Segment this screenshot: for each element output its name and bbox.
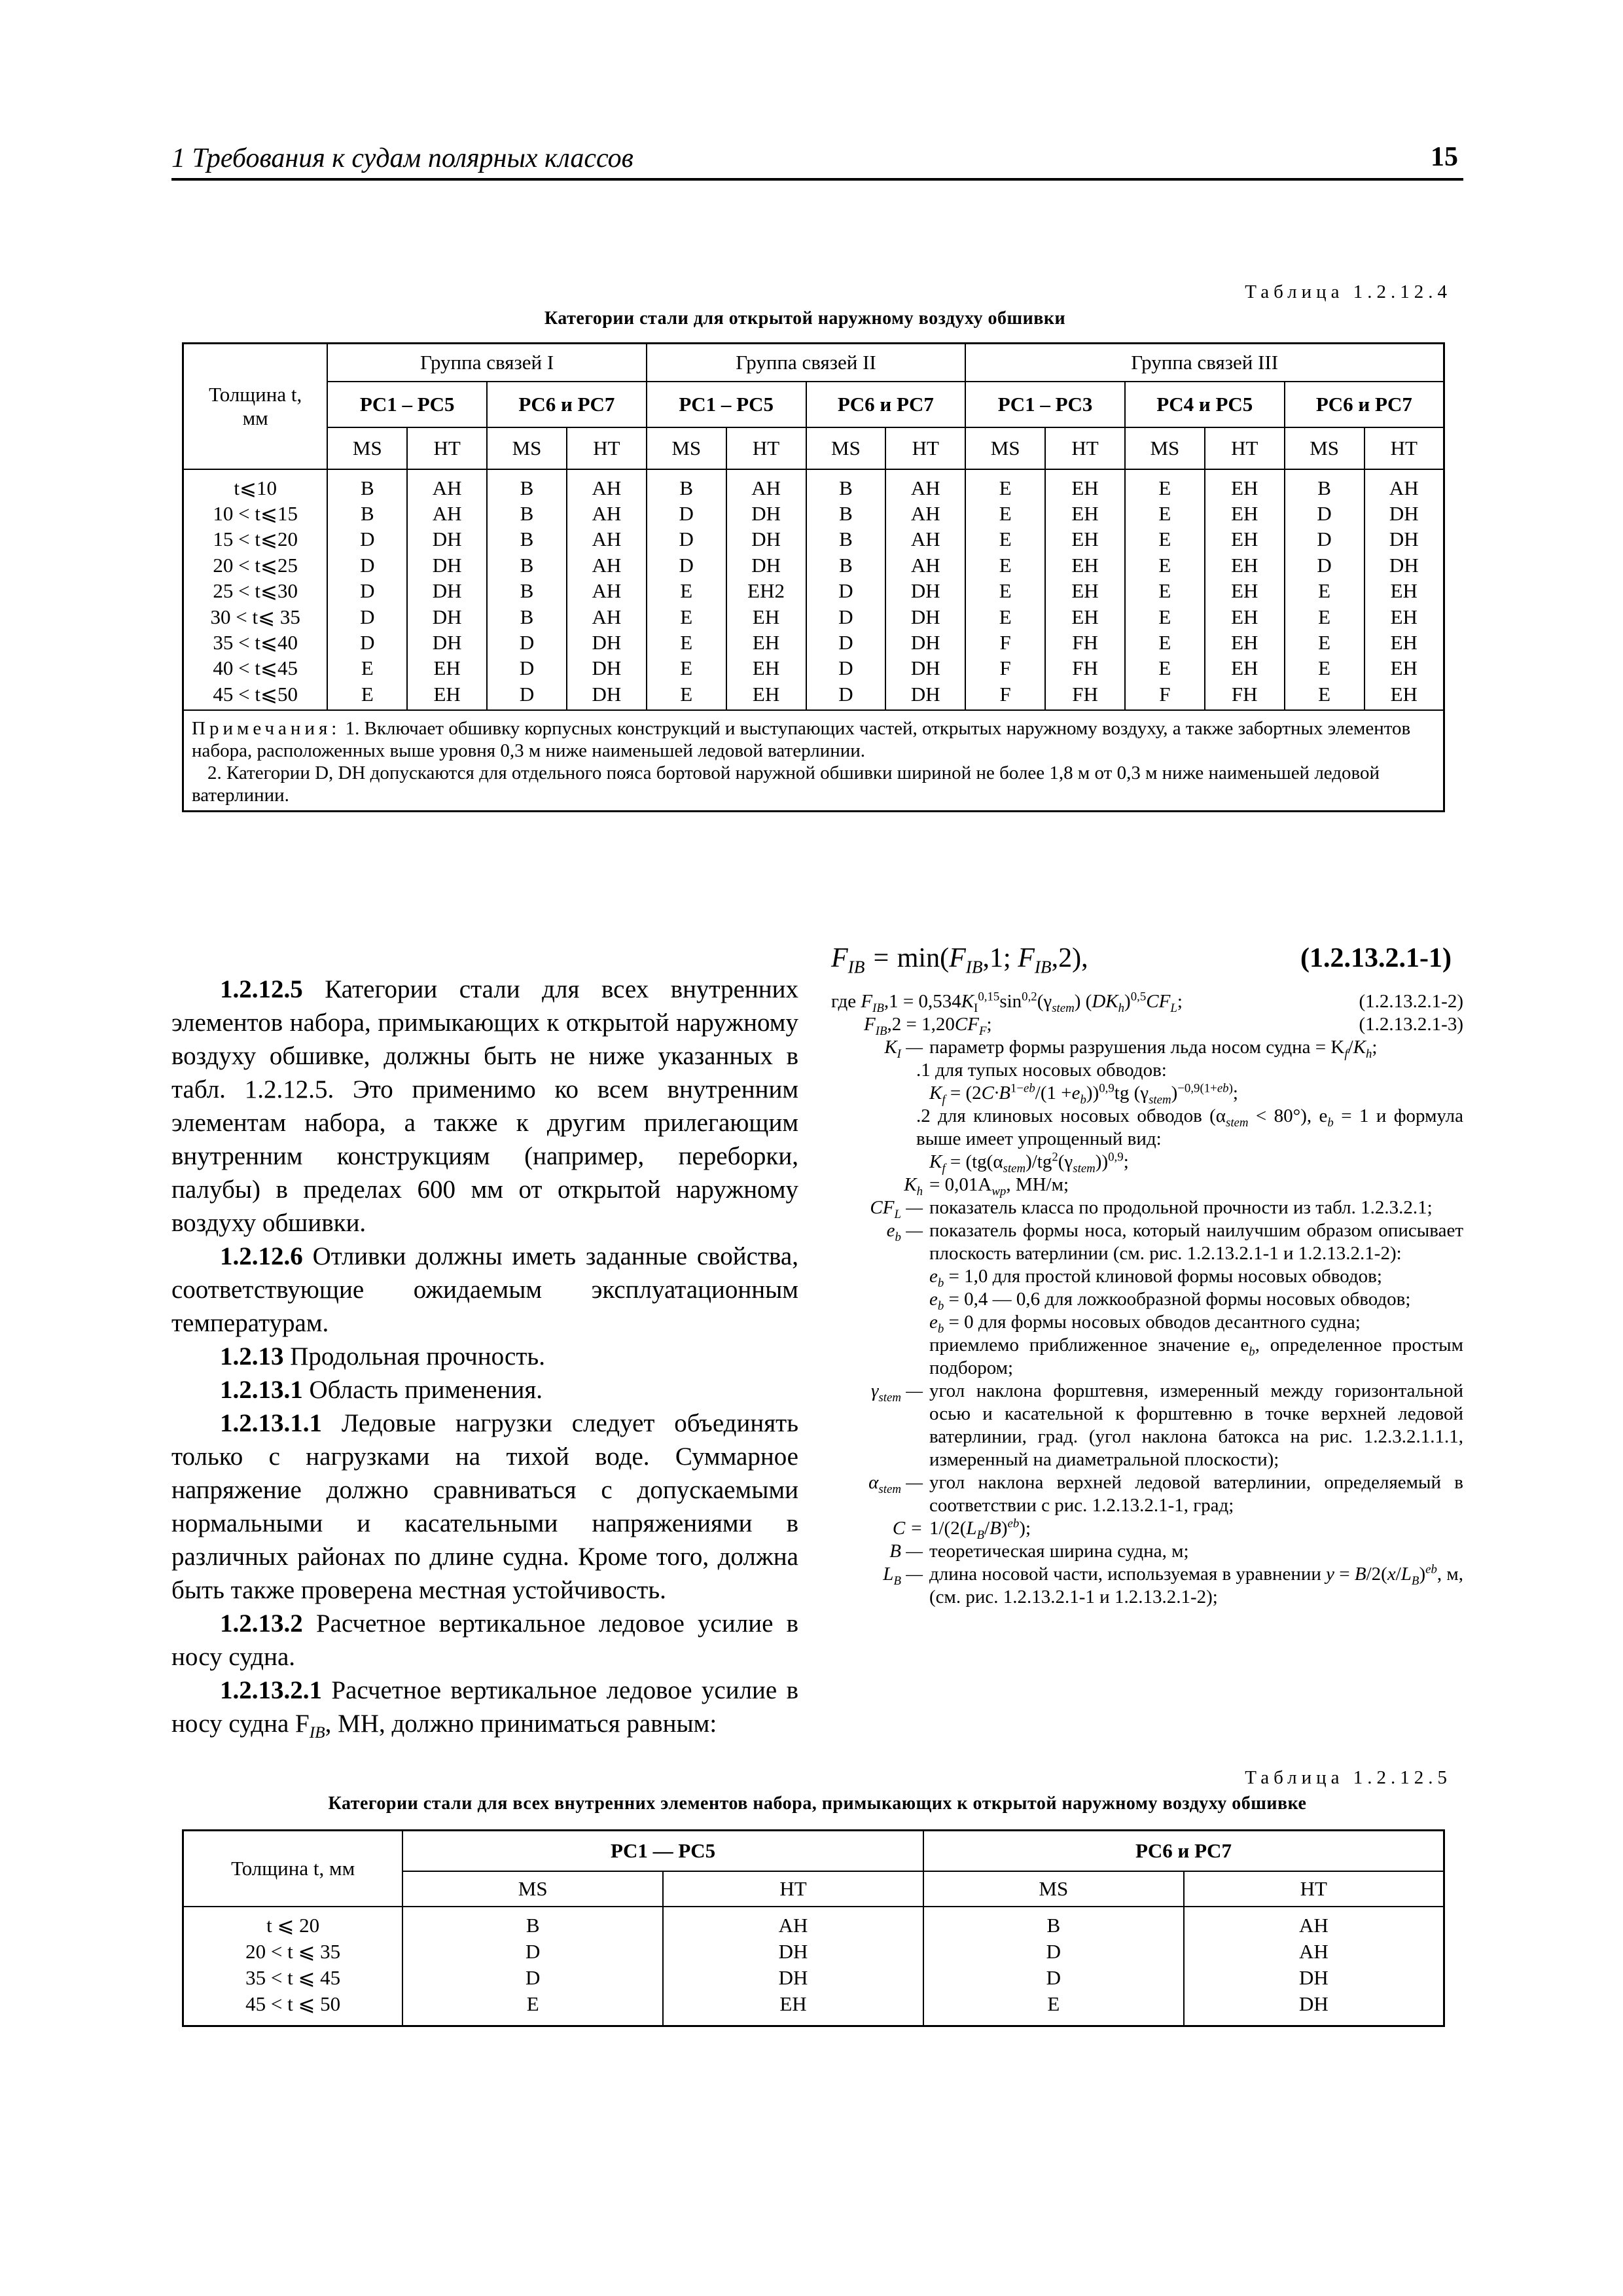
grade-column [567,469,647,711]
clause-number: 1.2.13.1.1 [220,1409,322,1437]
steel-grade: D [838,579,853,603]
definition-text: показатель класса по продольной прочности из табл. 1.2.3.2.1; [929,1197,1433,1218]
value-text: = 0,4 — 0,6 для ложкообразной формы носовых обводов; [944,1289,1411,1310]
steel-grade: EH [752,605,780,628]
paragraph-1-2-13-2-1 [171,1674,798,1740]
list-item-blunt-bow: .1 для тупых носовых обводов: [916,1060,1167,1081]
steel-grade: E [680,579,693,603]
steel-grade: F [999,656,1011,680]
steel-grade: B [839,528,853,551]
steel-grade: AH [592,501,622,525]
ht-header: HT [407,427,487,469]
steel-grade: F [999,630,1011,654]
steel-grade: AH [432,476,462,499]
ht-header: HT [1364,427,1444,469]
steel-grade: AH [592,553,622,577]
grade-column [1125,469,1205,711]
steel-grade: B [520,501,534,525]
formula-fib-min: $F_{IB} = \min(F_{IB},1$; $F_{IB},2$), [831,943,1088,977]
steel-grade: D [838,656,853,680]
steel-grade: EH [752,656,780,680]
clause-number: 1.2.12.6 [220,1242,303,1270]
steel-grade: E [680,682,693,706]
steel-grade: AH [592,528,622,551]
steel-grade: E [1158,501,1171,525]
equation-number: (1.2.13.2.1-2) [1359,991,1463,1012]
thickness-range: 45 < t ⩽ 50 [245,1992,341,2015]
steel-grade: AH [910,528,940,551]
steel-grade: DH [751,501,781,525]
steel-grade: EH [1231,605,1258,628]
steel-grade: D [1046,1965,1061,1989]
clause-number: 1.2.13.2 [220,1609,303,1638]
definition-text: длина носовой части, используемая в уравнении [929,1564,1327,1585]
thickness-header: Толщина t, мм [183,1831,403,1907]
table-1-data [183,469,1444,711]
steel-grade: EH [752,682,780,706]
steel-grade: EH [779,1992,807,2015]
definition-text: угол наклона верхней ледовой ватерлинии, определяемый в соответствии с рис. 1.2.13.2.1-1, град; [929,1472,1463,1516]
steel-grade: EH [1071,553,1099,577]
steel-grade: AH [910,553,940,577]
steel-grade: D [360,579,375,603]
running-header-title: 1 Требования к судам полярных классов [171,143,633,173]
steel-grade: E [680,605,693,628]
note-1: 1. Включает обшивку корпусных конструкций и выступающих частей, открытых наружному воздуху, а также забортных элементов набора, расположенных выше уровня 0,3 м ниже наименьшей ледовой ватерлинии. [192,718,1411,762]
clause-text: Область применения. [302,1376,543,1404]
definition-text: = 0,01A [929,1174,992,1195]
steel-grade: E [1047,1992,1060,2015]
steel-grade: B [520,476,534,499]
ht-header: HT [885,427,965,469]
steel-grade: EH [1390,630,1418,654]
definition-alpha-stem: $\alpha_{stem}$ — угол наклона верхней ледовой ватерлинии, определяемый в соответствии с рис. 1.2.13.2.1-1, град; [868,1472,1463,1516]
steel-grade: E [1158,553,1171,577]
thickness-range: 45 < t⩽50 [213,682,298,706]
paragraph-1-2-13 [171,1340,798,1373]
steel-grade: D [519,630,535,654]
steel-grade: EH [1390,579,1418,603]
steel-grade: EH [1231,528,1258,551]
table-1-label: Таблица 1.2.12.4 [1245,281,1452,302]
thickness-range: 15 < t⩽20 [213,528,298,551]
grade-column [327,469,407,711]
steel-grade: D [1317,528,1332,551]
steel-grade: EH [1071,476,1099,499]
clause-number: 1.2.13.2.1 [220,1676,322,1704]
steel-grade: E [361,656,374,680]
grade-column [885,469,965,711]
item-text: .2 для клиновых носовых обводов (α [916,1105,1226,1126]
steel-grade: DH [778,1939,808,1963]
steel-grade: E [1158,605,1171,628]
steel-grade: EH2 [747,579,785,603]
grade-column [965,469,1045,711]
definition-lb: $L_B$ — длина носовой части, используемая в уравнении $y = B/2(x/L_B)^{eb}$, м, (см. рис. 1.2.13.2.1-1 и 1.2.13.2.1-2); [883,1562,1464,1607]
clause-text: Ледовые нагрузки следует объединять только с нагрузками на тихой воде. Суммарное напряжение должно сравниваться с допускаемыми нормальными и касательными напряжениями в различных районах по длине судна. Кроме того, должна быть также проверена местная устойчивость. [171,1409,798,1604]
steel-grade: DH [592,682,622,706]
steel-grade: E [999,605,1012,628]
paragraph-1-2-13-1-1 [171,1407,798,1607]
steel-grade: D [360,630,375,654]
definition-ki: $K_I$ — параметр формы разрушения льда носом судна = $K_f/K_h$; [884,1037,1378,1061]
thickness-header: Толщина t, мм [183,344,328,469]
steel-grade: DH [910,656,940,680]
steel-grade: E [1158,528,1171,551]
grade-column [487,469,567,711]
definition-cfl: $CF_L$ — показатель класса по продольной прочности из табл. 1.2.3.2.1; [831,1196,1463,1219]
clause-text: Продольная прочность. [283,1342,545,1371]
table-1-caption: Категории стали для открытой наружному воздуху обшивки [544,308,1066,329]
equation-number: (1.2.13.2.1-3) [1359,1014,1463,1035]
steel-grade: EH [752,630,780,654]
left-column-text [171,973,798,1740]
steel-grade: D [1317,553,1332,577]
steel-grade: E [1318,605,1331,628]
class-header: PC6 и PC7 [1285,382,1444,427]
steel-grade: FH [1072,682,1098,706]
value-text: приемлемо приближенное значение e [929,1335,1249,1355]
steel-grade: D [360,605,375,628]
thickness-range: t⩽10 [234,476,277,499]
grade-column [663,1907,923,2026]
steel-grade: F [999,682,1011,706]
value-text: = 1,0 для простой клиновой формы носовых обводов; [944,1266,1382,1287]
steel-grade: EH [1231,553,1258,577]
steel-grade: EH [1071,605,1099,628]
thickness-column [183,1907,403,2026]
steel-grade: E [1158,630,1171,654]
ht-header: HT [1045,427,1125,469]
steel-grade: EH [1071,501,1099,525]
steel-grade: EH [1390,682,1418,706]
steel-grade: DH [751,553,781,577]
paragraph-1-2-13-2 [171,1607,798,1674]
steel-grade: E [999,501,1012,525]
steel-grade: EH [1390,656,1418,680]
class-header: PC6 и PC7 [923,1831,1444,1871]
steel-grade: FH [1072,630,1098,654]
formula-kf-blunt: $K_f = (2C\cdot B^{1-eb}/(1 +e_b))^{0,9}tg$ $(\gamma_{stem})^{-0,9(1+eb)}$; [929,1081,1238,1107]
thickness-range: 40 < t⩽45 [213,656,298,680]
steel-grade: E [680,656,693,680]
group-header: Группа связей III [965,344,1444,382]
ms-header: MS [965,427,1045,469]
ms-header: MS [923,1871,1184,1907]
ht-header: HT [1205,427,1285,469]
steel-grade: AH [1389,476,1419,499]
class-header: PC1 – PC5 [647,382,806,427]
steel-grade: AH [592,476,622,499]
table-2-label: Таблица 1.2.12.5 [1245,1767,1452,1788]
steel-grade: E [999,579,1012,603]
steel-grade: FH [1231,682,1258,706]
steel-grade: EH [1231,656,1258,680]
steel-grade: E [999,553,1012,577]
steel-grade: AH [592,605,622,628]
steel-grade: D [679,553,694,577]
ms-header: MS [327,427,407,469]
steel-grade: DH [432,553,462,577]
ms-header: MS [402,1871,663,1907]
steel-grade: EH [1231,579,1258,603]
class-header: PC6 и PC7 [806,382,966,427]
steel-grade: E [1158,656,1171,680]
thickness-range: 20 < t⩽25 [213,553,298,577]
steel-grade: E [1318,630,1331,654]
steel-grade: E [1318,579,1331,603]
steel-grade: B [360,476,374,499]
steel-grade: EH [433,656,461,680]
steel-grade: D [679,501,694,525]
definition-c: C = $1/(2(L_B/B)^{eb})$; [892,1516,1031,1542]
grade-column [726,469,806,711]
value-text: = 0 для формы носовых обводов десантного судна; [944,1312,1361,1333]
grade-column [806,469,886,711]
steel-grade: B [520,579,534,603]
ht-header: HT [1184,1871,1444,1907]
steel-grade: AH [1298,1939,1329,1963]
grade-column [647,469,726,711]
steel-grade: AH [910,476,940,499]
steel-grade: B [679,476,694,499]
definition-eb: $e_b$ — показатель формы носа, который наилучшим образом описывает плоскость ватерлинии (см. рис. 1.2.13.2.1-1 и 1.2.13.2.1-2): [886,1220,1463,1264]
equation-fib2: $F_{IB},2 = 1,20CF_F$; (1.2.13.2.1-3) [864,1014,1463,1038]
page-number: 15 [1431,142,1458,172]
grade-column [1205,469,1285,711]
grade-column [923,1907,1184,2026]
steel-grade: EH [1231,501,1258,525]
steel-grade: AH [778,1913,808,1937]
steel-grade: B [839,476,853,499]
steel-grade: F [1159,682,1171,706]
eb-value-3: $e_b = 0$ для формы носовых обводов десантного судна; [929,1312,1361,1336]
steel-grade: DH [432,630,462,654]
steel-grade: AH [432,501,462,525]
notes-label: Примечания: [192,718,341,740]
header-rule [171,178,1463,181]
item-text: < 80°), e [1248,1105,1328,1126]
definition-text: угол наклона форштевня, измеренный между горизонтальной осью и касательной к форштевню в точке верхней ледовой ватерлинии, град. (угол наклона батокса на рис. 1.2.3.2.1.1.1, измеренный на диаметральной плоскости); [929,1380,1463,1470]
definition-text: , м, (см. рис. 1.2.13.2.1-1 и 1.2.13.2.1-2); [929,1564,1464,1607]
steel-grade: DH [910,605,940,628]
steel-grade: DH [432,605,462,628]
definition-kh: $K_h$ = $0,01A_{wp}$, МН/м; [904,1174,1069,1198]
thickness-range: 25 < t⩽30 [213,579,298,603]
steel-grade: DH [432,579,462,603]
clause-text: Расчетное вертикальное ледовое усилие в носу судна. [171,1609,798,1671]
clause-number: 1.2.13.1 [220,1376,303,1404]
grade-column [1285,469,1364,711]
clause-number: 1.2.12.5 [220,975,303,1003]
steel-grade: DH [592,656,622,680]
ms-header: MS [1125,427,1205,469]
list-item-wedge-bow: .2 для клиновых носовых обводов $(\alpha_{stem} < 80^\circ)$, $e_b = 1$ и формула выше имеет упрощенный вид: [916,1105,1463,1149]
steel-grade: AH [751,476,781,499]
paragraph-1-2-12-5 [171,973,798,1240]
steel-grade: B [839,501,853,525]
ms-header: MS [806,427,886,469]
grade-column [1045,469,1125,711]
steel-grade: E [1318,656,1331,680]
steel-grade: D [838,630,853,654]
table-1-notes [183,710,1444,812]
steel-grade: EH [433,682,461,706]
steel-grade: DH [1389,553,1419,577]
definition-text: параметр формы разрушения льда носом судна = K [929,1037,1345,1058]
formula-number: (1.2.13.2.1-1) [1300,943,1452,973]
grade-column [402,1907,663,2026]
steel-grade: B [520,528,534,551]
steel-grade: EH [1390,605,1418,628]
thickness-range: 35 < t⩽40 [213,630,298,654]
thickness-column [183,469,328,711]
steel-grade: DH [1389,501,1419,525]
steel-grade: D [360,528,375,551]
steel-grade: B [360,501,374,525]
ht-header: HT [726,427,806,469]
steel-grade: D [1317,501,1332,525]
paragraph-1-2-13-1 [171,1373,798,1407]
ms-header: MS [647,427,726,469]
steel-grade: FH [1072,656,1098,680]
steel-grade: B [526,1913,540,1937]
steel-grade: DH [751,528,781,551]
steel-grade: DH [1389,528,1419,551]
steel-grade: DH [910,630,940,654]
class-header: PC4 и PC5 [1125,382,1285,427]
steel-grade: DH [432,528,462,551]
steel-grades-internal-framing-table [182,1829,1445,2027]
steel-grade: DH [1298,1965,1329,1989]
steel-grade: D [838,682,853,706]
clause-text: Отливки должны иметь заданные свойства, соответствующие ожидаемым эксплуатационным температурам. [171,1242,798,1337]
class-header: PC6 и PC7 [487,382,647,427]
steel-grade: DH [778,1965,808,1989]
steel-grade: EH [1071,528,1099,551]
steel-grade: B [1317,476,1331,499]
ms-header: MS [487,427,567,469]
grade-column [1184,1907,1444,2026]
thickness-range: 10 < t⩽15 [213,501,298,525]
steel-grade: AH [1298,1913,1329,1937]
steel-grade: E [1158,579,1171,603]
right-column-definitions [831,990,1463,1609]
steel-grade: DH [910,682,940,706]
steel-grade: D [526,1965,541,1989]
class-header: PC1 – PC3 [965,382,1125,427]
ht-header: HT [663,1871,923,1907]
clause-text-tail: , МН, должно приниматься равным: [325,1710,717,1738]
definition-b: B — теоретическая ширина судна, м; [831,1540,1463,1563]
value-text: , определенное простым подбором; [929,1335,1463,1378]
equation-fib1: где $F_{IB},1 = 0,534K_I^{0,15}\sin^{0,2}(\gamma_{stem})$ $(DK_h)^{0,5}CF_L$; (1.2.13.2.1-2) [831,990,1463,1015]
steel-grade: D [519,682,535,706]
note-2: 2. Категории D, DH допускаются для отдельного пояса бортовой наружной обшивки шириной не более 1,8 м от 0,3 м ниже наименьшей ледовой ватерлинии. [192,762,1380,806]
thickness-range: 35 < t ⩽ 45 [245,1965,341,1989]
steel-grade: B [520,553,534,577]
steel-grade: B [1046,1913,1061,1937]
steel-grade: DH [910,579,940,603]
steel-grades-external-plating-table [182,342,1445,812]
grade-column [1364,469,1444,711]
clause-text: Категории стали для всех внутренних элементов набора, примыкающих к открытой наружному воздуху обшивке, должны быть не ниже указанных в табл. 1.2.12.5. Это применимо ко всем внутренним элементам набора, а также к другим прилегающим внутренним конструкциям (например, переборки, палубы) в пределах 600 мм от открытой наружному воздуху обшивки. [171,975,798,1237]
steel-grade: D [1046,1939,1061,1963]
table-2-caption: Категории стали для всех внутренних элементов набора, примыкающих к открытой наружному воздуху обшивке [328,1793,1307,1814]
steel-grade: E [999,528,1012,551]
definition-text: теоретическая ширина судна, м; [929,1541,1189,1562]
steel-grade: D [360,553,375,577]
steel-grade: E [361,682,374,706]
steel-grade: E [1318,682,1331,706]
paragraph-1-2-12-6 [171,1240,798,1340]
definition-gamma-stem: $\gamma_{stem}$ — угол наклона форштевня, измеренный между горизонтальной осью и касательной к форштевню в точке верхней ледовой ватерлинии, град. (угол наклона батокса на рис. 1.2.3.2.1.1.1, измеренный на диаметральной плоскости); [870,1380,1463,1470]
steel-grade: EH [1071,579,1099,603]
steel-grade: E [1158,476,1171,499]
formula-kf-wedge: $K_f = (tg(\alpha_{stem})/tg^2(\gamma_{stem}))^{0,9}$; [929,1150,1129,1175]
thickness-range: 30 < t⩽ 35 [210,605,300,628]
steel-grade: D [679,528,694,551]
steel-grade: E [999,476,1012,499]
eb-value-2: $e_b = 0,4$ — 0,6 для ложкообразной формы носовых обводов; [929,1289,1411,1313]
group-header: Группа связей II [647,344,965,382]
steel-grade: D [838,605,853,628]
steel-grade: B [839,553,853,577]
clause-text: Расчетное вертикальное ледовое усилие в носу судна F [171,1676,798,1738]
clause-number: 1.2.13 [220,1342,284,1371]
steel-grade: EH [1231,476,1258,499]
ms-header: MS [1285,427,1364,469]
thickness-range: t ⩽ 20 [266,1913,320,1937]
steel-grade: E [526,1992,539,2015]
item-text: = 1 и формула выше имеет упрощенный вид: [916,1105,1463,1149]
steel-grade: AH [910,501,940,525]
group-header: Группа связей I [327,344,646,382]
eb-value-1: $e_b = 1,0$ для простой клиновой формы носовых обводов; [929,1266,1382,1290]
class-header: PC1 — PC5 [402,1831,923,1871]
table-2-data [183,1907,1444,2026]
steel-grade: D [526,1939,541,1963]
steel-grade: AH [592,579,622,603]
definition-text: , МН/м; [1006,1174,1069,1195]
thickness-range: 20 < t ⩽ 35 [245,1939,341,1963]
steel-grade: EH [1231,630,1258,654]
steel-grade: D [519,656,535,680]
steel-grade: DH [592,630,622,654]
eb-approx: приемлемо приближенное значение $e_b$, определенное простым подбором; [929,1335,1463,1378]
grade-column [407,469,487,711]
steel-grade: B [520,605,534,628]
ht-header: HT [567,427,647,469]
definition-text: показатель формы носа, который наилучшим образом описывает плоскость ватерлинии (см. рис. 1.2.13.2.1-1 и 1.2.13.2.1-2): [929,1220,1463,1264]
clause-subscript: IB [309,1723,325,1742]
steel-grade: E [680,630,693,654]
class-header: PC1 – PC5 [327,382,487,427]
steel-grade: DH [1298,1992,1329,2015]
